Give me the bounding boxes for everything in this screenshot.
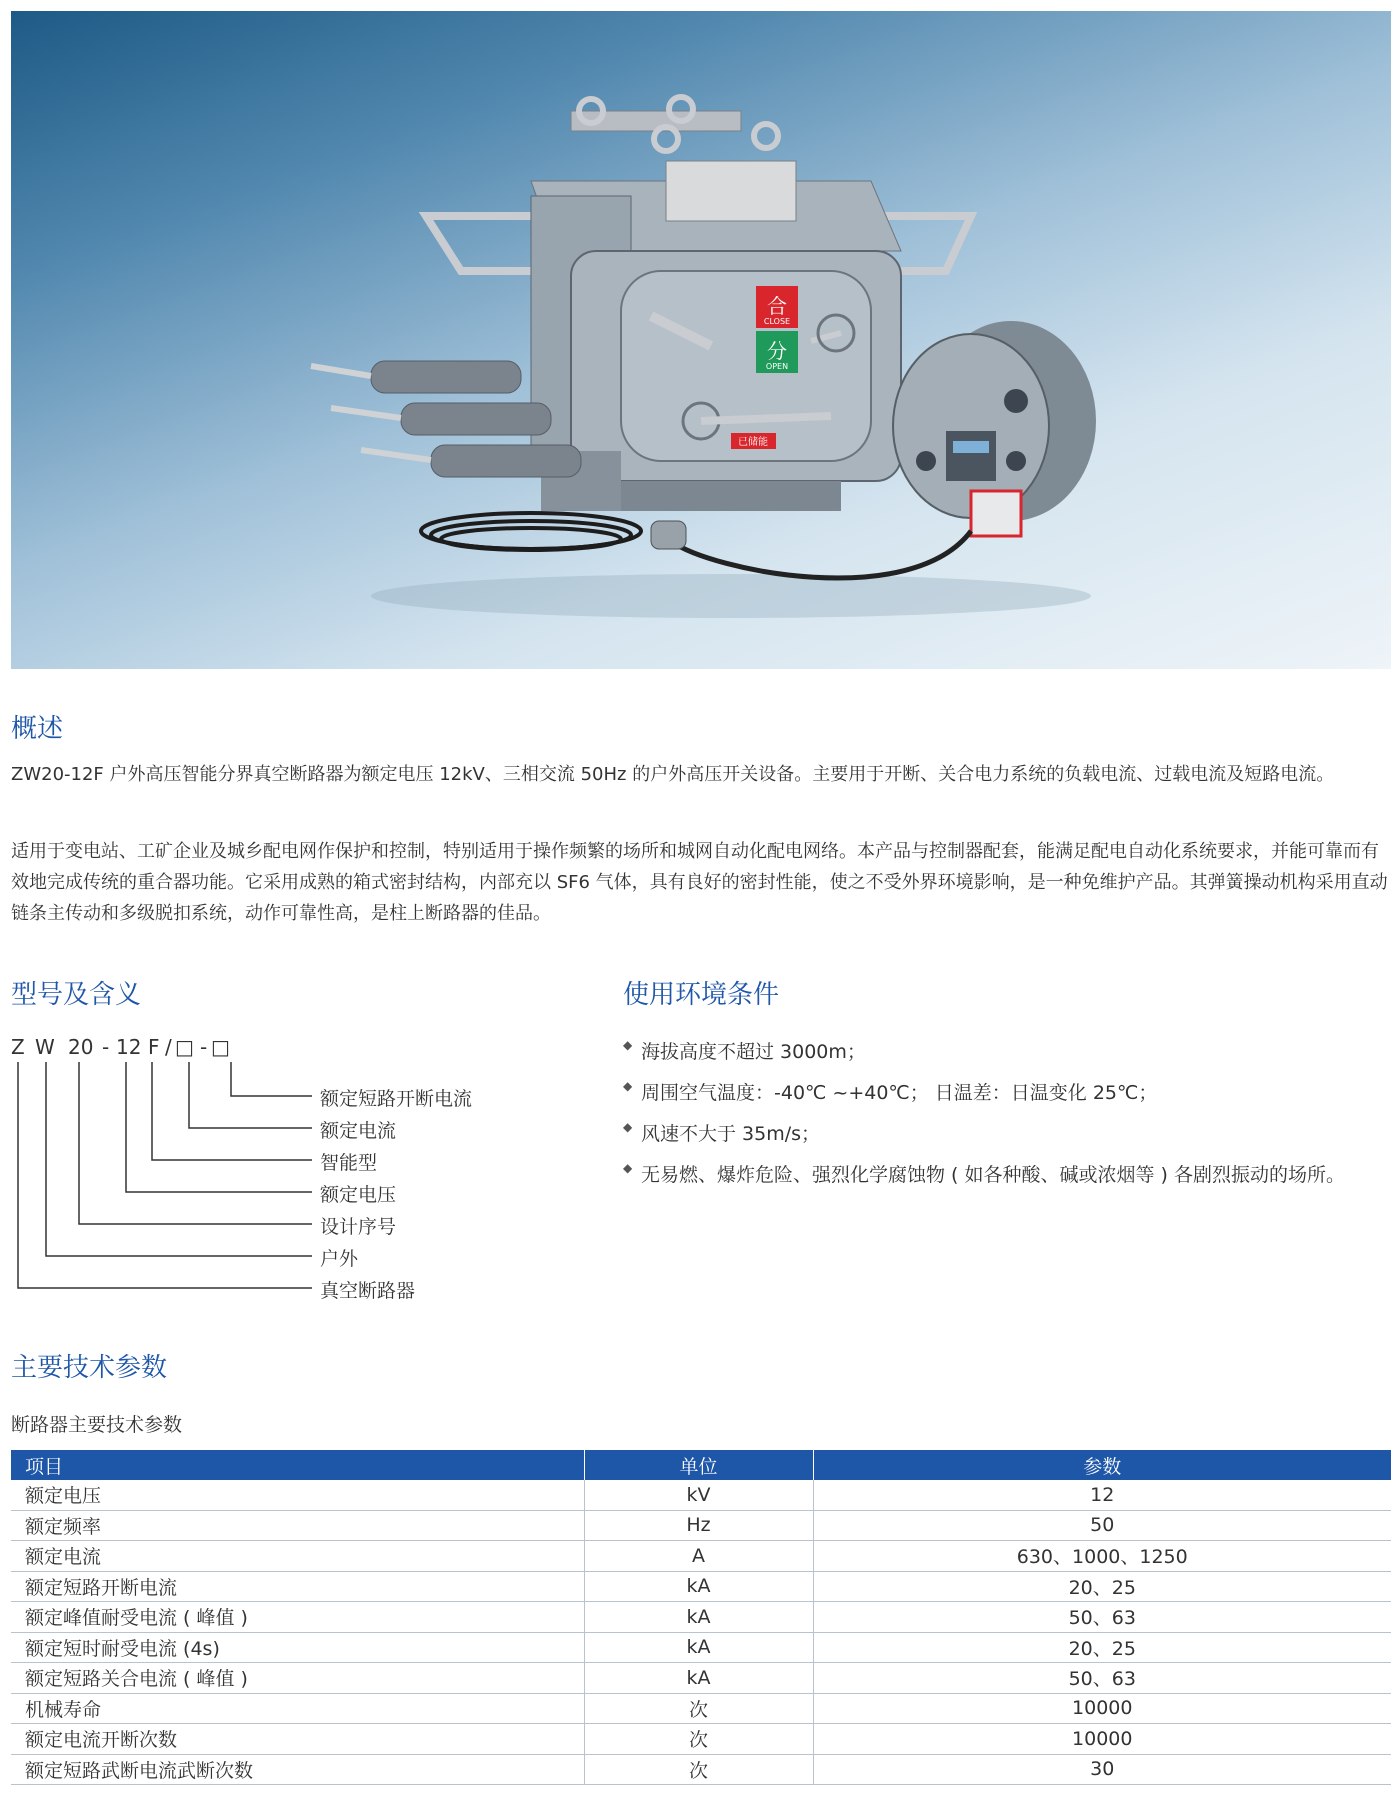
header-value: 参数: [813, 1450, 1391, 1480]
model-char-w: W: [35, 1035, 55, 1059]
environment-list: [623, 1037, 1345, 1201]
overview-heading: 概述: [11, 714, 64, 744]
overview-paragraph-2: 适用于变电站、工矿企业及城乡配电网作保护和控制，特别适用于操作频繁的场所和城网自动化配电网络。本产品与控制器配套，能满足配电自动化系统要求，并能可靠而有效地完成传统的重合器功能。它采用成熟的箱式密封结构，内部充以 SF6 气体，具有良好的密封性能，使之不受外界环境影响，是一种免维护产品。其弹簧操动机构采用直动链条主传动和多级脱扣系统，动作可靠性高，是柱上断路器的佳品。: [11, 841, 1388, 924]
table-header-row: [11, 1450, 1391, 1480]
close-label-cn: 合: [767, 294, 787, 318]
model-heading: 型号及含义: [11, 980, 142, 1010]
table-row: 额定短路武断电流武断次数 次 30: [11, 1754, 1391, 1785]
table-row: 额定峰值耐受电流 ( 峰值 ) kA 50、63: [11, 1602, 1391, 1633]
model-char-f: F: [148, 1035, 160, 1059]
parameters-table: [11, 1450, 1391, 1785]
table-row: 额定频率 Hz 50: [11, 1510, 1391, 1541]
meaning-outdoor: 户外: [320, 1248, 359, 1270]
parameters-heading: 主要技术参数: [11, 1353, 168, 1383]
meaning-vacuum-breaker: 真空断路器: [320, 1280, 416, 1302]
header-item: 项目: [11, 1450, 584, 1480]
table-row: 额定短路关合电流 ( 峰值 ) kA 50、63: [11, 1663, 1391, 1694]
table-row: 机械寿命 次 10000: [11, 1693, 1391, 1724]
header-unit: 单位: [584, 1450, 813, 1480]
model-char-z: Z: [11, 1035, 25, 1059]
table-row: 额定电流 A 630、1000、1250: [11, 1541, 1391, 1572]
model-char-dash2: -: [200, 1035, 208, 1059]
env-item: ◆ 风速不大于 35m/s；: [623, 1120, 821, 1145]
meaning-design-number: 设计序号: [320, 1216, 397, 1238]
model-char-slash: /: [165, 1035, 172, 1059]
model-char-box2: □: [211, 1035, 230, 1059]
model-char-12: 12: [116, 1035, 142, 1059]
model-char-dash1: -: [102, 1035, 110, 1059]
open-label-cn: 分: [767, 339, 787, 363]
overview-paragraph-1: ZW20-12F 户外高压智能分界真空断路器为额定电压 12kV、三相交流 50Hz 的户外高压开关设备。主要用于开断、关合电力系统的负载电流、过载电流及短路电流。: [11, 764, 1335, 785]
env-item: ◆ 无易燃、爆炸危险、强烈化学腐蚀物 ( 如各种酸、碱或浓烟等 ) 各剧烈振动的场所。: [623, 1161, 1345, 1186]
table-caption: 断路器主要技术参数: [11, 1414, 183, 1436]
table-row: 额定电流开断次数 次 10000: [11, 1724, 1391, 1755]
stored-energy-label: 已储能: [738, 437, 768, 448]
table-row: 额定电压 kV 12: [11, 1480, 1391, 1510]
model-char-box1: □: [175, 1035, 194, 1059]
meaning-rated-voltage: 额定电压: [320, 1184, 397, 1206]
model-char-20: 20: [68, 1035, 94, 1059]
diamond-bullet-icon: ◆: [623, 1079, 633, 1093]
table-row: 额定短路开断电流 kA 20、25: [11, 1571, 1391, 1602]
diamond-bullet-icon: ◆: [623, 1120, 633, 1134]
open-label-en: OPEN: [765, 362, 789, 371]
meaning-rated-breaking-current: 额定短路开断电流: [320, 1088, 473, 1110]
env-item: ◆ 海拔高度不超过 3000m；: [623, 1038, 866, 1063]
environment-heading: 使用环境条件: [623, 980, 780, 1010]
meaning-intelligent-type: 智能型: [320, 1152, 378, 1174]
env-item: ◆ 周围空气温度：-40℃ ~+40℃； 日温差：日温变化 25℃；: [623, 1079, 1158, 1104]
close-label-en: CLOSE: [763, 317, 791, 326]
diamond-bullet-icon: ◆: [623, 1161, 633, 1175]
meaning-rated-current: 额定电流: [320, 1120, 397, 1142]
diamond-bullet-icon: ◆: [623, 1038, 633, 1052]
table-row: 额定短时耐受电流 (4s) kA 20、25: [11, 1632, 1391, 1663]
